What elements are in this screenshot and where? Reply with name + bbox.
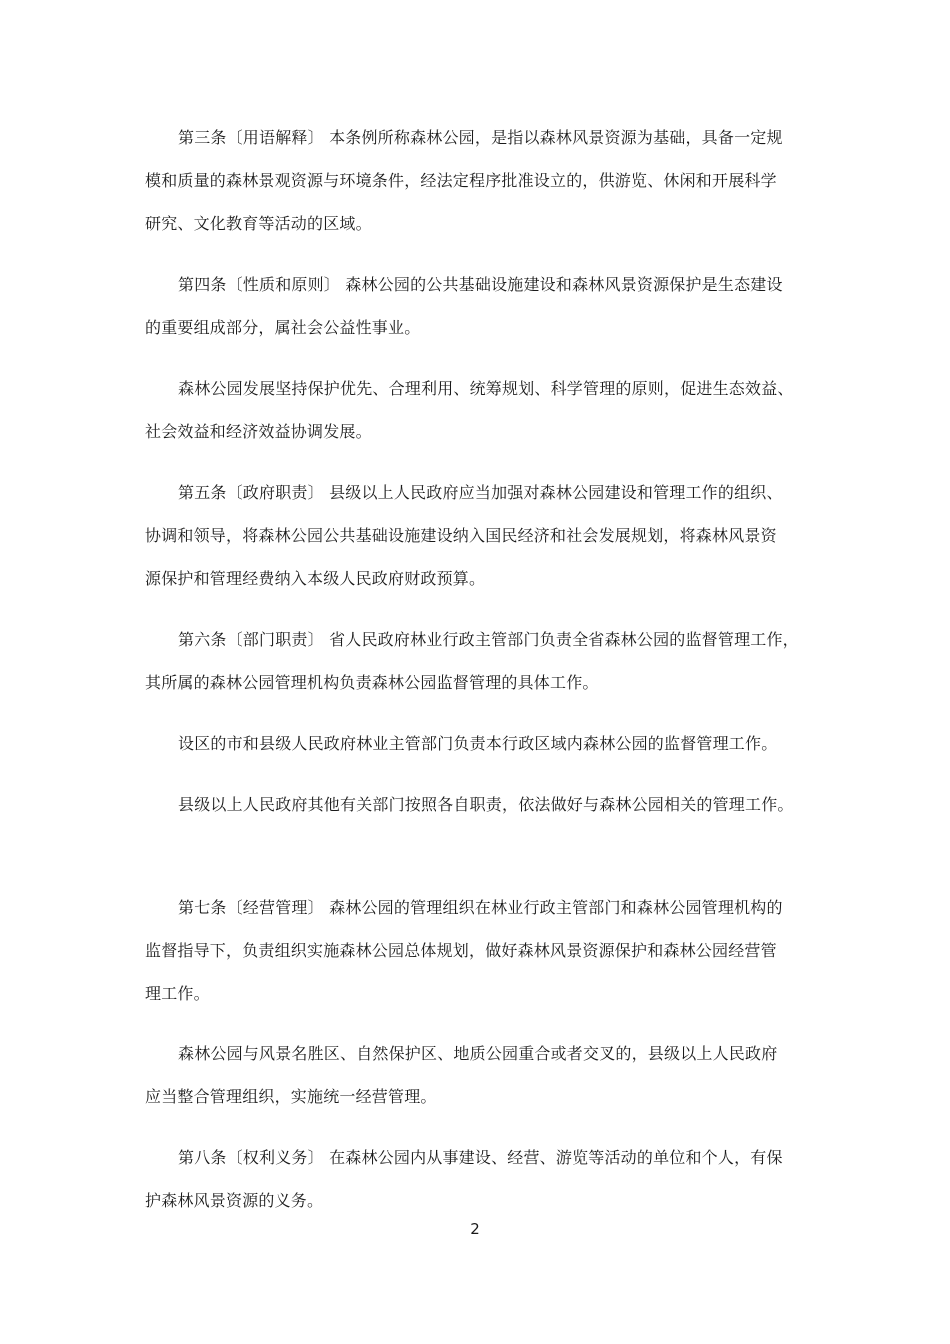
paragraph-line: 第四条〔性质和原则〕 森林公园的公共基础设施建设和森林风景资源保护是生态建设 xyxy=(178,275,783,294)
paragraph-line: 第六条〔部门职责〕 省人民政府林业行政主管部门负责全省森林公园的监督管理工作， xyxy=(178,630,799,649)
paragraph-line: 协调和领导，将森林公园公共基础设施建设纳入国民经济和社会发展规划，将森林风景资 xyxy=(145,526,777,545)
paragraph-line: 的重要组成部分，属社会公益性事业。 xyxy=(145,318,421,337)
paragraph-line: 研究、文化教育等活动的区域。 xyxy=(145,214,372,233)
paragraph-line: 社会效益和经济效益协调发展。 xyxy=(145,422,372,441)
paragraph-line: 监督指导下，负责组织实施森林公园总体规划，做好森林风景资源保护和森林公园经营管 xyxy=(145,941,777,960)
paragraph-line: 理工作。 xyxy=(145,984,210,1003)
paragraph-line: 森林公园发展坚持保护优先、合理利用、统筹规划、科学管理的原则，促进生态效益、 xyxy=(178,379,794,398)
paragraph-line: 模和质量的森林景观资源与环境条件，经法定程序批准设立的，供游览、休闲和开展科学 xyxy=(145,171,777,190)
paragraph-line: 县级以上人民政府其他有关部门按照各自职责，依法做好与森林公园相关的管理工作。 xyxy=(178,795,794,814)
paragraph-line: 第七条〔经营管理〕 森林公园的管理组织在林业行政主管部门和森林公园管理机构的 xyxy=(178,898,783,917)
paragraph-line: 森林公园与风景名胜区、自然保护区、地质公园重合或者交叉的，县级以上人民政府 xyxy=(178,1044,778,1063)
page-number: 2 xyxy=(470,1220,480,1238)
paragraph-line: 第八条〔权利义务〕 在森林公园内从事建设、经营、游览等活动的单位和个人，有保 xyxy=(178,1148,783,1167)
paragraph-line: 护森林风景资源的义务。 xyxy=(145,1191,324,1210)
paragraph-line: 设区的市和县级人民政府林业主管部门负责本行政区域内森林公园的监督管理工作。 xyxy=(178,734,778,753)
paragraph-line: 应当整合管理组织，实施统一经营管理。 xyxy=(145,1087,437,1106)
paragraph-line: 其所属的森林公园管理机构负责森林公园监督管理的具体工作。 xyxy=(145,673,599,692)
paragraph-line: 第五条〔政府职责〕 县级以上人民政府应当加强对森林公园建设和管理工作的组织、 xyxy=(178,483,783,502)
paragraph-line: 源保护和管理经费纳入本级人民政府财政预算。 xyxy=(145,569,486,588)
paragraph-line: 第三条〔用语解释〕 本条例所称森林公园，是指以森林风景资源为基础，具备一定规 xyxy=(178,128,783,147)
